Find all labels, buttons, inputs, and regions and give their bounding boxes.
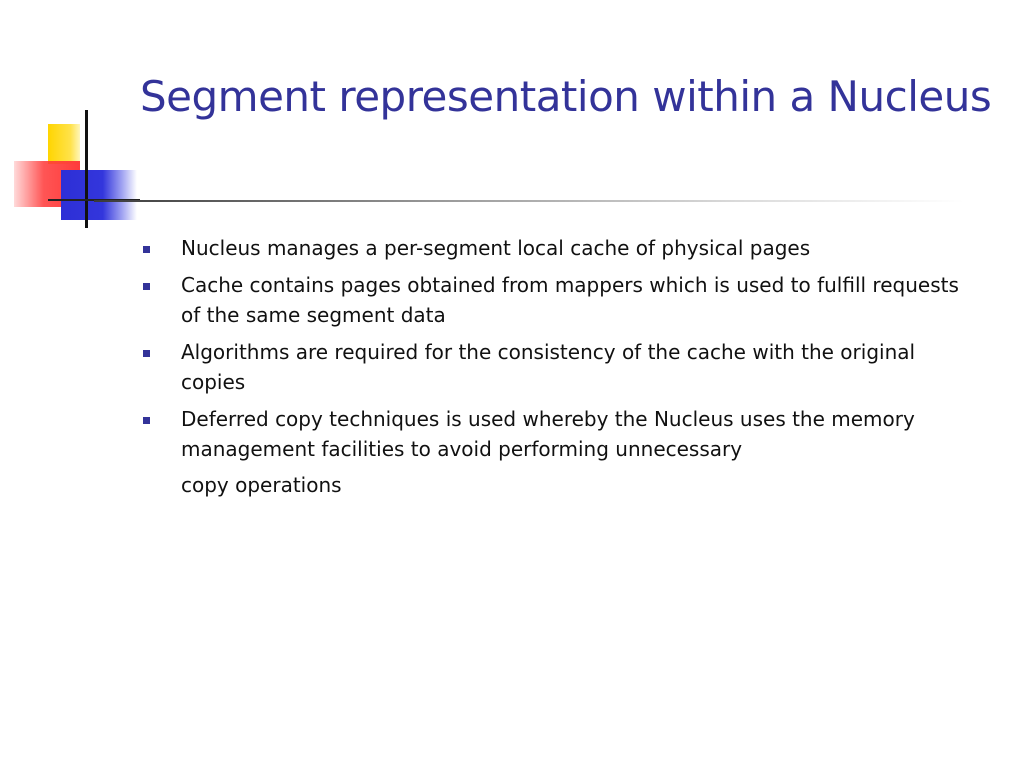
- bullet-text-continuation: copy operations: [181, 473, 342, 497]
- title-underline: [94, 200, 964, 202]
- bullet-text: Deferred copy techniques is used whereby the Nucleus uses the memory management facilities to avoid performing unnecessary: [181, 407, 915, 461]
- blue-square-decoration: [61, 170, 137, 220]
- yellow-square-decoration: [48, 124, 80, 164]
- square-bullet-icon: [143, 283, 150, 290]
- bullet-text: Nucleus manages a per-segment local cache of physical pages: [181, 236, 811, 260]
- square-bullet-icon: [143, 417, 150, 424]
- slide-title: Segment representation within a Nucleus: [140, 72, 992, 121]
- square-bullet-icon: [143, 246, 150, 253]
- square-bullet-icon: [143, 350, 150, 357]
- bullet-text: Cache contains pages obtained from mappers which is used to fulfill requests of the same segment data: [181, 273, 959, 327]
- bullet-item: [140, 233, 980, 263]
- vertical-rule-decoration: [85, 110, 88, 228]
- bullet-item: [140, 404, 980, 500]
- bullet-text: Algorithms are required for the consistency of the cache with the original copies: [181, 340, 916, 394]
- bullet-item: [140, 337, 980, 397]
- bullet-text-block: [181, 404, 980, 500]
- bullet-item: [140, 270, 980, 330]
- bullet-list: [140, 233, 980, 507]
